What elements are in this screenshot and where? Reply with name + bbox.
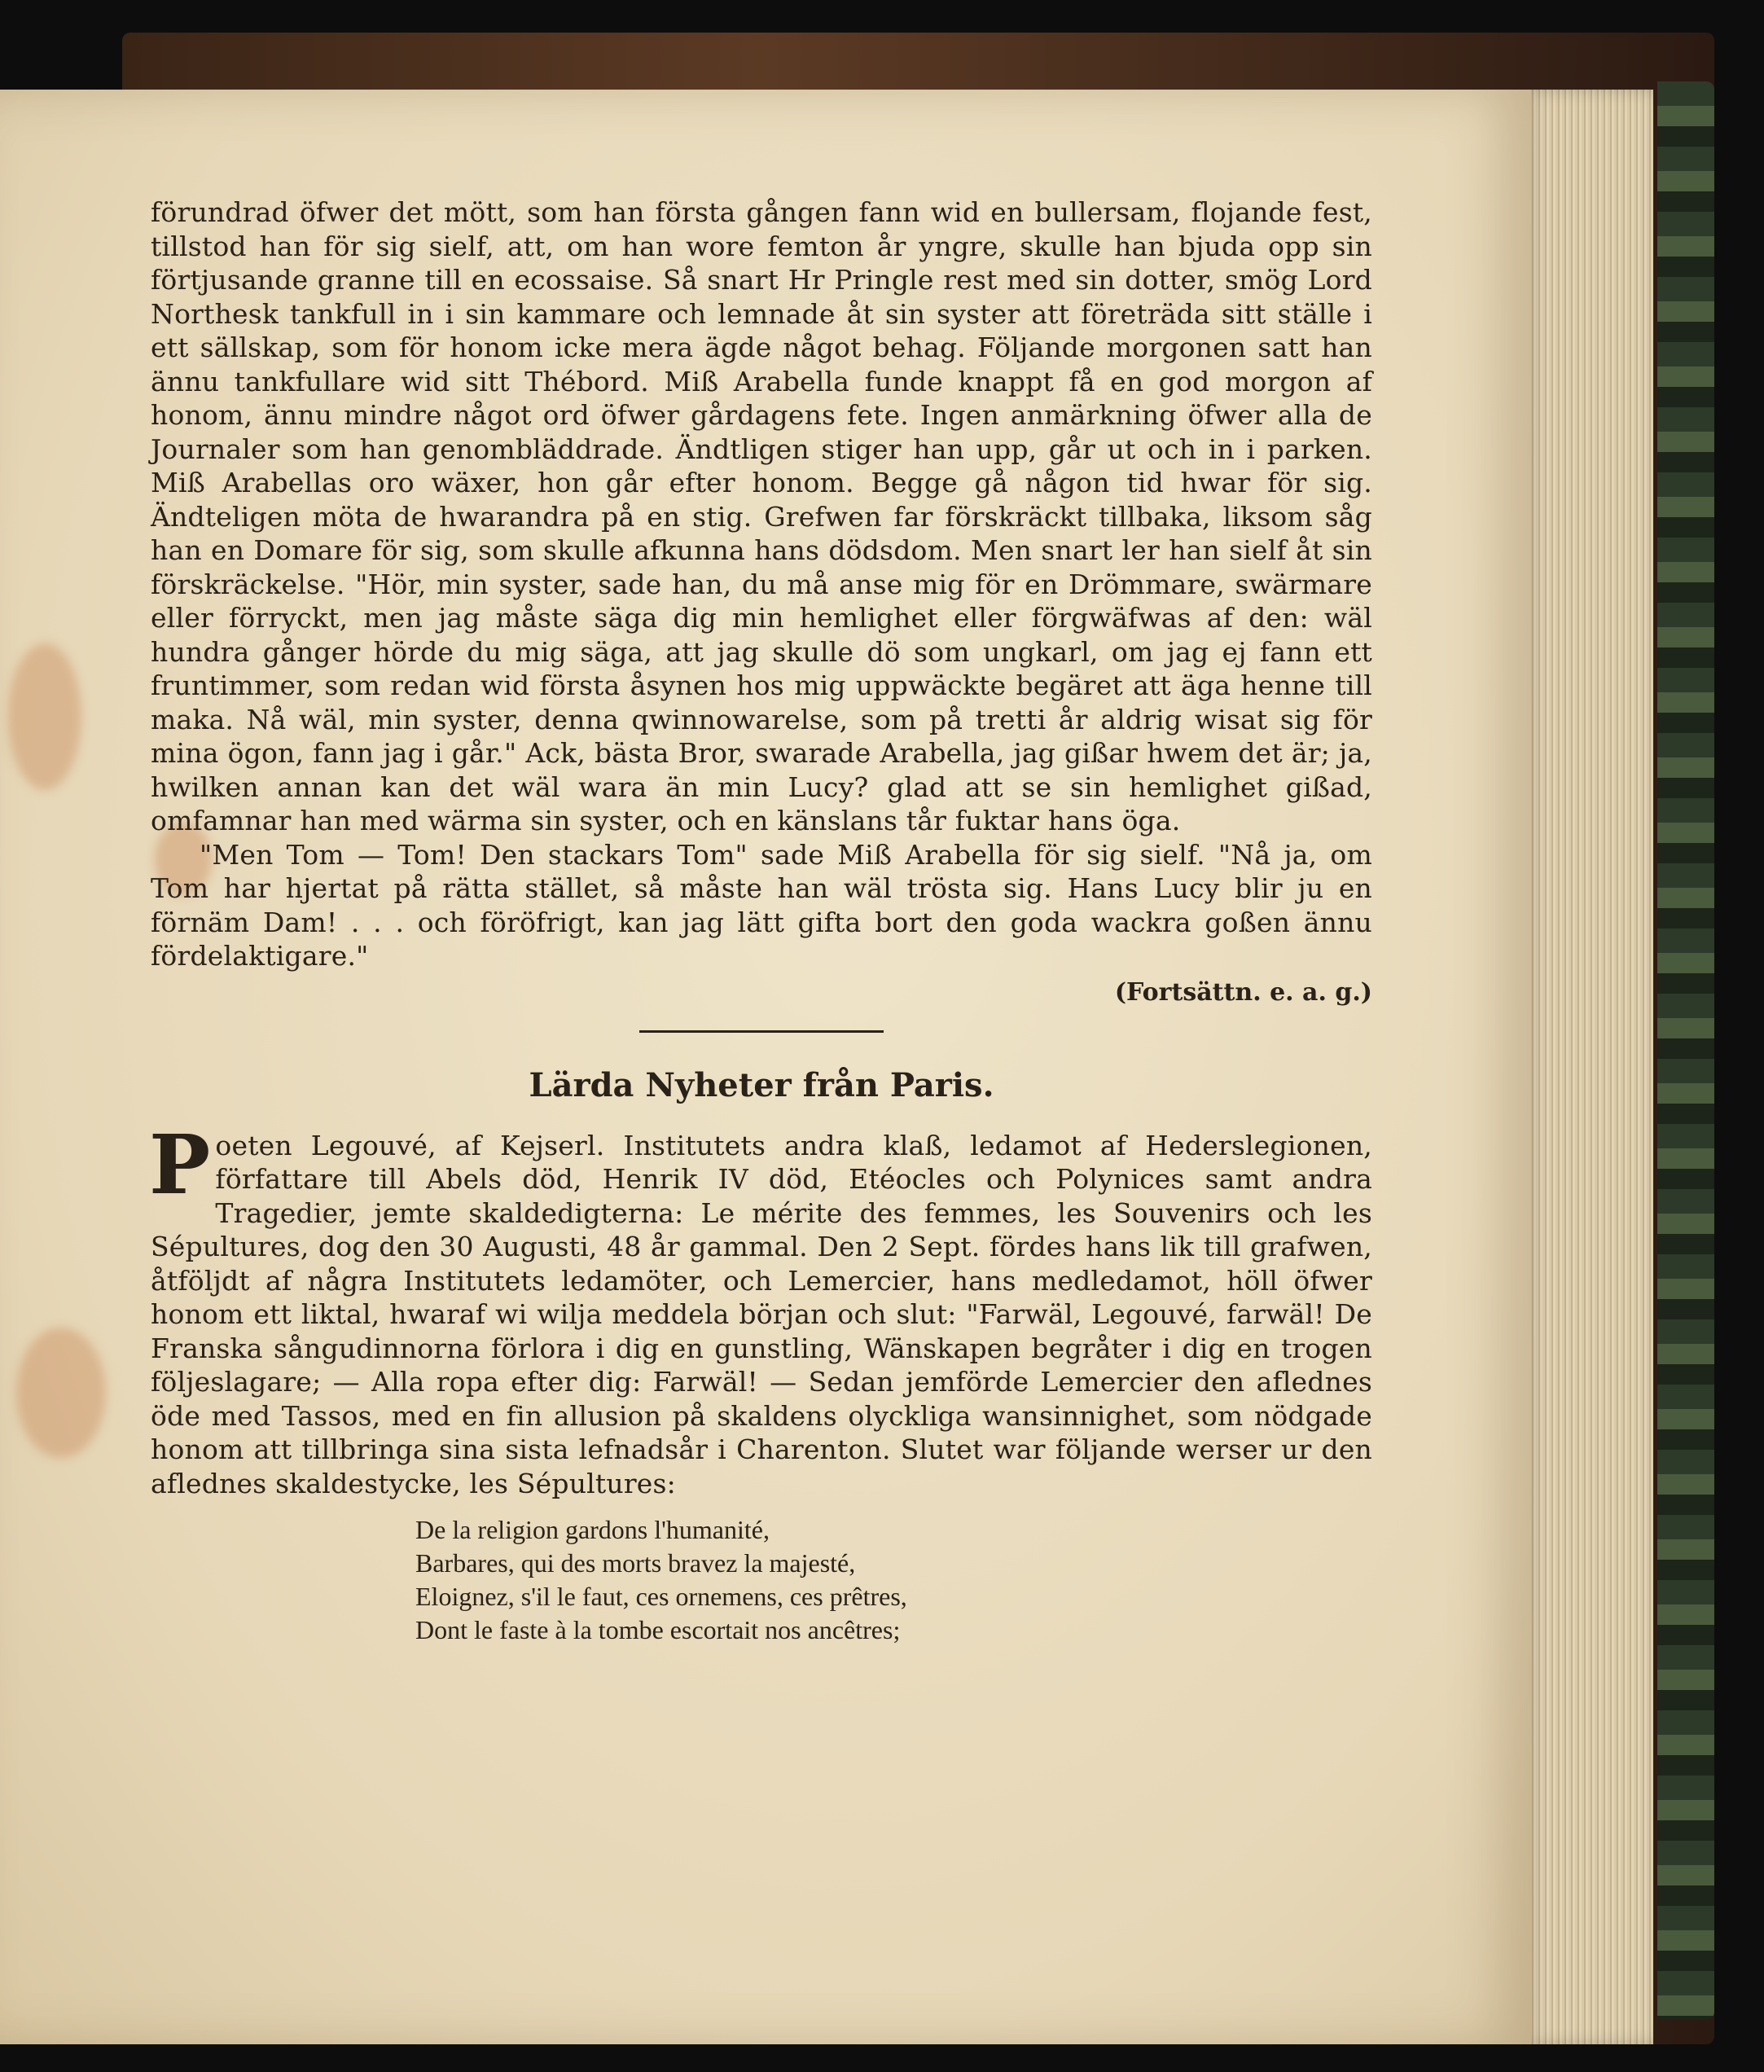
- verse-line: De la religion gardons l'humanité,: [415, 1515, 770, 1544]
- article-paragraph: [149, 1116, 1372, 1501]
- verse-line: Dont le faste à la tombe escortait nos ancêtres;: [415, 1615, 901, 1644]
- section-divider: [639, 1030, 884, 1033]
- story-paragraph: "Men Tom — Tom! Den stackars Tom" sade Miß Arabella för sig sielf. "Nå ja, om Tom har hjertat på rätta stället, så måste han wäl trösta sig. Hans Lucy blir ju en förnäm Dam! . . . och föröfrigt, kan jag lätt gifta bort den goda wackra goßen ännu fördelaktigare.": [151, 838, 1372, 972]
- continuation-note: (Fortsättn. e. a. g.): [1114, 977, 1372, 1007]
- verse-quote: [415, 1513, 1372, 1647]
- article-heading: Lärda Nyheter från Paris.: [529, 1065, 994, 1104]
- marbled-fore-edge: [1657, 81, 1714, 2020]
- page-text: [151, 195, 1372, 1647]
- verse-line: Barbares, qui des morts bravez la majesté,: [415, 1548, 856, 1578]
- verse-line: Eloignez, s'il le faut, ces ornemens, ces prêtres,: [415, 1582, 907, 1611]
- article-body: oeten Legouvé, af Kejserl. Institutets andra klaß, ledamot af Hederslegionen, författare till Abels död, Henrik IV död, Etéocles och Polynices samt andra Tragedier, jemte skaldedigterna: Le mérite des femmes, les Souvenirs och les Sépultures, dog den 30 Augusti, 48 år gammal. Den 2 Sept. fördes hans lik till grafwen, åtföljdt af några Institutets ledamöter, och Lemercier, hans medledamot, höll öfwer honom ett liktal, hwaraf wi wilja meddela början och slut: "Farwäl, Legouvé, farwäl! De Franska sångudinnorna förlora i dig en gunstling, Wänskapen begråter i dig en trogen följeslagare; — Alla ropa efter dig: Farwäl! — Sedan jemförde Lemercier den aflednes öde med Tassos, med en fin allusion på skaldens olyckliga wansinnighet, som nödgade honom att tillbringa sina sista lefnadsår i Charenton. Slutet war följande werser ur den aflednes skaldestycke, les Sépultures:: [151, 1129, 1372, 1499]
- foxing-stain: [8, 643, 81, 790]
- foxing-stain: [16, 1328, 106, 1458]
- page-edges: [1523, 90, 1653, 2044]
- drop-cap: P: [149, 1116, 211, 1213]
- story-paragraph: förundrad öfwer det mött, som han första gången fann wid en bullersam, flojande fest, tillstod han för sig sielf, att, om han wore femton år yngre, skulle han bjuda opp sin förtjusande granne till en ecossaise. Så snart Hr Pringle rest med sin dotter, smög Lord Northesk tankfull in i sin kammare och lemnade åt sin syster att företräda sitt ställe i ett sällskap, som för honom icke mera ägde något behag. Följande morgonen satt han ännu tankfullare wid sitt Thébord. Miß Arabella funde knappt få en god morgon af honom, ännu mindre något ord öfwer gårdagens fete. Ingen anmärkning öfwer alla de Journaler som han genombläddrade. Ändtligen stiger han upp, går ut och in i parken. Miß Arabellas oro wäxer, hon går efter honom. Begge gå någon tid hwar för sig. Ändteligen möta de hwarandra på en stig. Grefwen far förskräckt tillbaka, liksom såg han en Domare för sig, som skulle afkunna hans dödsdom. Men snart ler han sielf åt sin förskräckelse. "Hör, min syster, sade han, du må anse mig för en Drömmare, swärmare eller förryckt, men jag måste säga dig min hemlighet eller förgwäfwas af den: wäl hundra gånger hörde du mig säga, att jag skulle dö som ungkarl, om jag ej fann ett fruntimmer, som redan wid första åsynen hos mig uppwäckte begäret att äga henne till maka. Nå wäl, min syster, denna qwinnowarelse, som på tretti år aldrig wisat sig för mina ögon, fann jag i går." Ack, bästa Bror, swarade Arabella, jag gißar hwem det är; ja, hwilken annan kan det wäl wara än min Lucy? glad att se sin hemlighet gißad, omfamnar han med wärma sin syster, och en känslans tår fuktar hans öga.: [151, 196, 1372, 836]
